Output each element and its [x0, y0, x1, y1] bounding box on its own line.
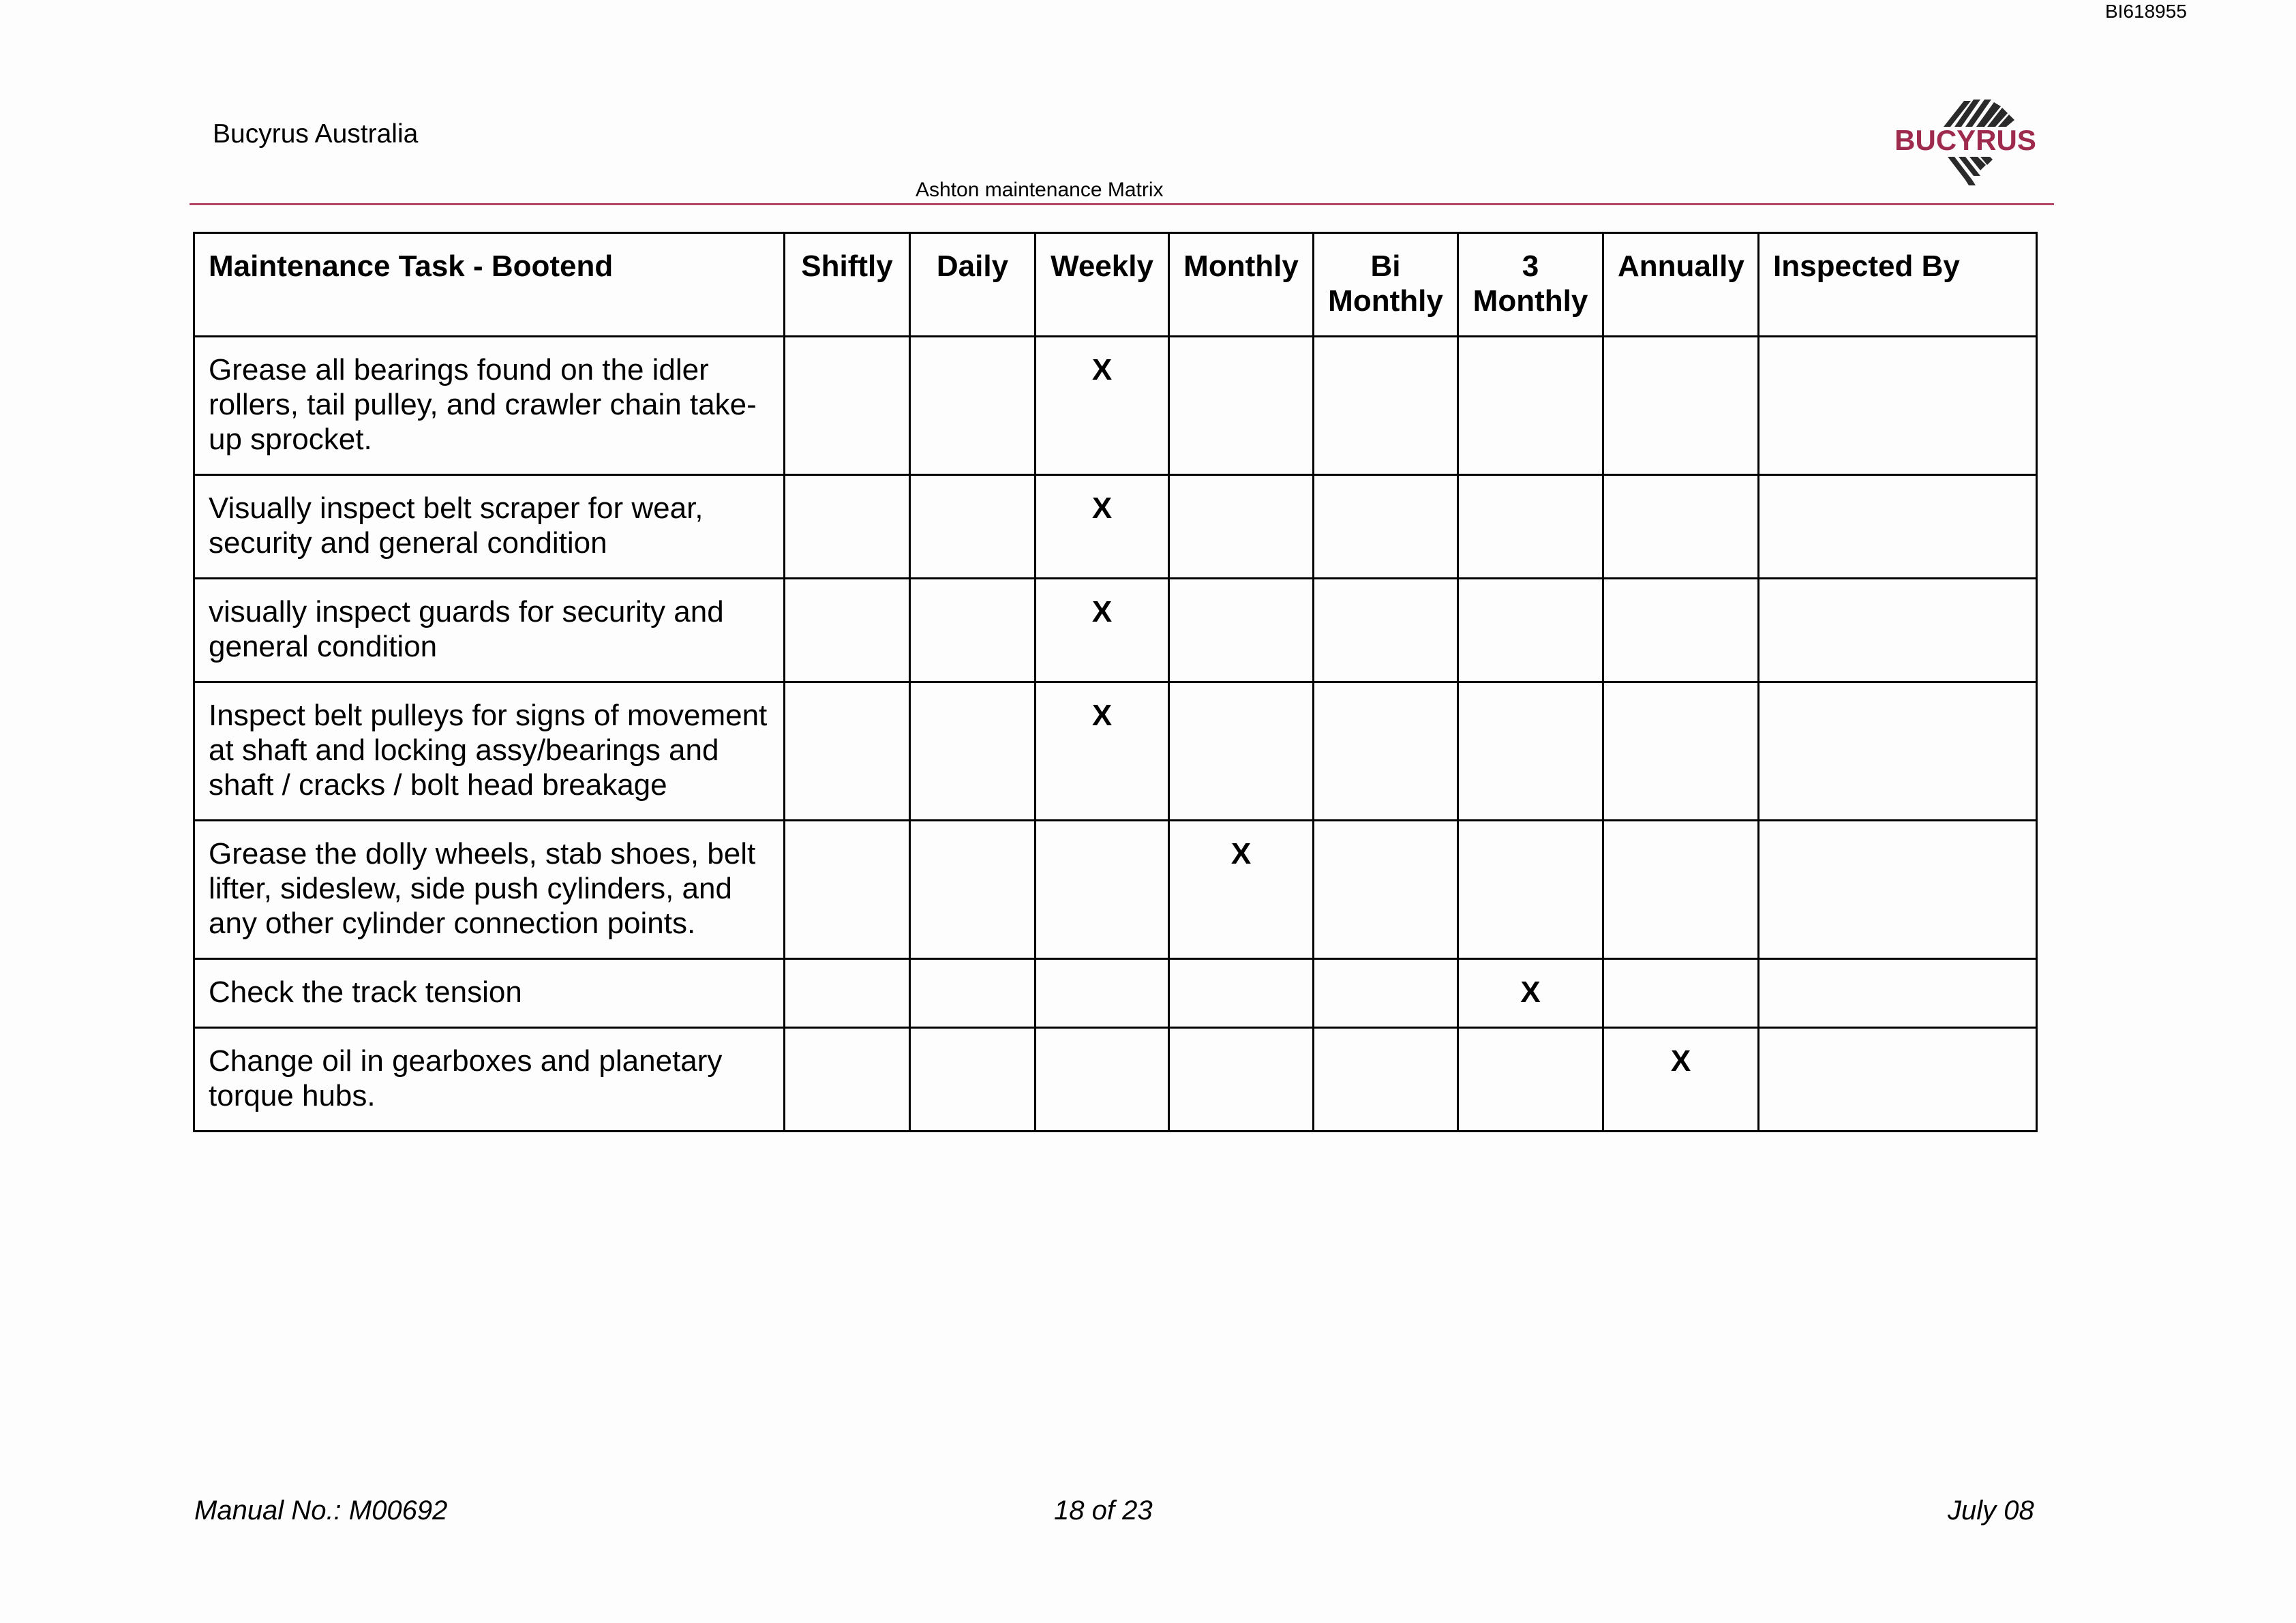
- annually-cell: [1603, 821, 1759, 959]
- document-title: Ashton maintenance Matrix: [916, 179, 1164, 201]
- weekly-cell: [1036, 1028, 1169, 1132]
- 3-monthly-cell: [1458, 337, 1603, 475]
- task-cell: Inspect belt pulleys for signs of movement at shaft and locking assy/bearings and shaft / cracks / bolt head breakage: [194, 682, 785, 821]
- daily-cell: [910, 959, 1036, 1028]
- bi-monthly-cell: [1314, 821, 1458, 959]
- weekly-cell: X: [1036, 579, 1169, 682]
- monthly-cell: [1169, 1028, 1314, 1132]
- table-row: [194, 1028, 2037, 1132]
- bi-monthly-cell: [1314, 475, 1458, 579]
- daily-cell: [910, 337, 1036, 475]
- shiftly-cell: [785, 579, 910, 682]
- weekly-cell: X: [1036, 337, 1169, 475]
- shiftly-cell: [785, 475, 910, 579]
- bi-monthly-cell: [1314, 959, 1458, 1028]
- 3-monthly-cell: [1458, 579, 1603, 682]
- annually-cell: [1603, 337, 1759, 475]
- table-row: [194, 579, 2037, 682]
- shiftly-cell: [785, 1028, 910, 1132]
- task-cell: Check the track tension: [194, 959, 785, 1028]
- inspected-by-cell: [1759, 579, 2037, 682]
- bi-monthly-cell: [1314, 579, 1458, 682]
- shiftly-cell: [785, 337, 910, 475]
- bi-monthly-cell: [1314, 1028, 1458, 1132]
- table-row: [194, 337, 2037, 475]
- shiftly-cell: [785, 821, 910, 959]
- bucyrus-logo: [1878, 94, 2052, 200]
- table-row: [194, 682, 2037, 821]
- header-divider: [190, 203, 2054, 205]
- daily-cell: [910, 579, 1036, 682]
- daily-cell: [910, 1028, 1036, 1132]
- daily-cell: [910, 821, 1036, 959]
- column-header-monthly: Monthly: [1169, 233, 1314, 337]
- annually-cell: [1603, 579, 1759, 682]
- annually-cell: [1603, 475, 1759, 579]
- task-cell: Grease all bearings found on the idler rollers, tail pulley, and crawler chain take-up sprocket.: [194, 337, 785, 475]
- 3-monthly-cell: [1458, 682, 1603, 821]
- monthly-cell: [1169, 337, 1314, 475]
- table-row: [194, 959, 2037, 1028]
- annually-cell: [1603, 959, 1759, 1028]
- bi-monthly-cell: [1314, 682, 1458, 821]
- column-header-bi-monthly: Bi Monthly: [1314, 233, 1458, 337]
- annually-cell: [1603, 682, 1759, 821]
- column-header-daily: Daily: [910, 233, 1036, 337]
- inspected-by-cell: [1759, 1028, 2037, 1132]
- monthly-cell: [1169, 475, 1314, 579]
- weekly-cell: X: [1036, 682, 1169, 821]
- footer-page-number: 18 of 23: [1054, 1496, 1153, 1526]
- maintenance-matrix-table: [193, 232, 2038, 1132]
- column-header-annually: Annually: [1603, 233, 1759, 337]
- shiftly-cell: [785, 959, 910, 1028]
- weekly-cell: [1036, 821, 1169, 959]
- monthly-cell: [1169, 579, 1314, 682]
- footer-manual-number: Manual No.: M00692: [194, 1496, 448, 1526]
- monthly-cell: [1169, 682, 1314, 821]
- 3-monthly-cell: X: [1458, 959, 1603, 1028]
- daily-cell: [910, 682, 1036, 821]
- daily-cell: [910, 475, 1036, 579]
- column-header-inspected-by: Inspected By: [1759, 233, 2037, 337]
- column-header-shiftly: Shiftly: [785, 233, 910, 337]
- column-header-task: Maintenance Task - Bootend: [194, 233, 785, 337]
- inspected-by-cell: [1759, 959, 2037, 1028]
- monthly-cell: [1169, 959, 1314, 1028]
- column-header-3-monthly: 3 Monthly: [1458, 233, 1603, 337]
- task-cell: Change oil in gearboxes and planetary torque hubs.: [194, 1028, 785, 1132]
- monthly-cell: X: [1169, 821, 1314, 959]
- task-cell: Visually inspect belt scraper for wear, security and general condition: [194, 475, 785, 579]
- logo-text: BUCYRUS: [1894, 124, 2036, 156]
- table-row: [194, 475, 2037, 579]
- 3-monthly-cell: [1458, 821, 1603, 959]
- table-header-row: [194, 233, 2037, 337]
- annually-cell: X: [1603, 1028, 1759, 1132]
- inspected-by-cell: [1759, 337, 2037, 475]
- table-row: [194, 821, 2037, 959]
- inspected-by-cell: [1759, 475, 2037, 579]
- task-cell: Grease the dolly wheels, stab shoes, belt lifter, sideslew, side push cylinders, and any other cylinder connection points.: [194, 821, 785, 959]
- weekly-cell: X: [1036, 475, 1169, 579]
- company-name: Bucyrus Australia: [213, 119, 419, 149]
- weekly-cell: [1036, 959, 1169, 1028]
- document-id: BI618955: [2105, 1, 2187, 22]
- task-cell: visually inspect guards for security and general condition: [194, 579, 785, 682]
- shiftly-cell: [785, 682, 910, 821]
- bi-monthly-cell: [1314, 337, 1458, 475]
- inspected-by-cell: [1759, 821, 2037, 959]
- inspected-by-cell: [1759, 682, 2037, 821]
- footer-date: July 08: [1948, 1496, 2034, 1526]
- 3-monthly-cell: [1458, 475, 1603, 579]
- 3-monthly-cell: [1458, 1028, 1603, 1132]
- column-header-weekly: Weekly: [1036, 233, 1169, 337]
